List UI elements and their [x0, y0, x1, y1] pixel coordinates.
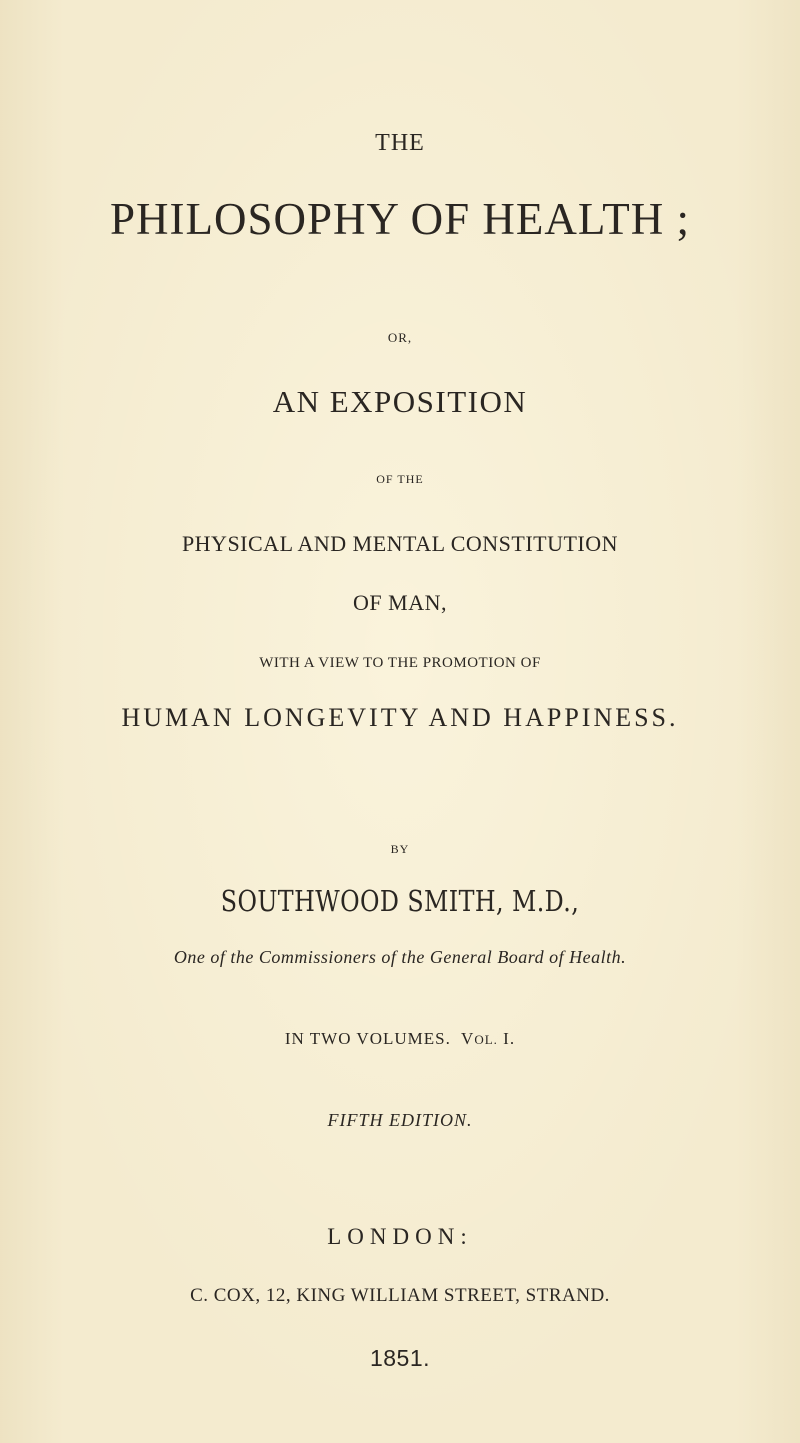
- volume-info: [0, 1030, 800, 1047]
- longevity-line: HUMAN LONGEVITY AND HAPPINESS.: [121, 703, 679, 732]
- volume-number: I.: [503, 1029, 516, 1048]
- constitution-line: PHYSICAL AND MENTAL CONSTITUTION: [181, 531, 619, 556]
- author-name: SOUTHWOOD SMITH, M.D.,: [220, 884, 580, 918]
- or-connector: OR,: [387, 330, 413, 345]
- subtitle: AN EXPOSITION: [272, 384, 528, 419]
- main-title: PHILOSOPHY OF HEALTH ;: [110, 194, 690, 244]
- imprint-city: LONDON:: [327, 1224, 473, 1249]
- publisher-address: C. COX, 12, KING WILLIAM STREET, STRAND.: [190, 1285, 610, 1306]
- by-label: BY: [390, 842, 410, 856]
- edition: FIFTH EDITION.: [327, 1110, 473, 1130]
- of-man-line: OF MAN,: [353, 590, 447, 615]
- publication-year: 1851.: [369, 1345, 431, 1371]
- volume-prefix: V: [461, 1029, 475, 1048]
- volume-small-caps: OL.: [474, 1032, 498, 1047]
- title-article: THE: [375, 130, 425, 156]
- view-line: WITH A VIEW TO THE PROMOTION OF: [259, 655, 541, 671]
- of-the-connector: OF THE: [376, 472, 424, 486]
- author-affiliation: One of the Commissioners of the General Board of Health.: [173, 947, 627, 967]
- volumes-text: IN TWO VOLUMES.: [284, 1029, 451, 1048]
